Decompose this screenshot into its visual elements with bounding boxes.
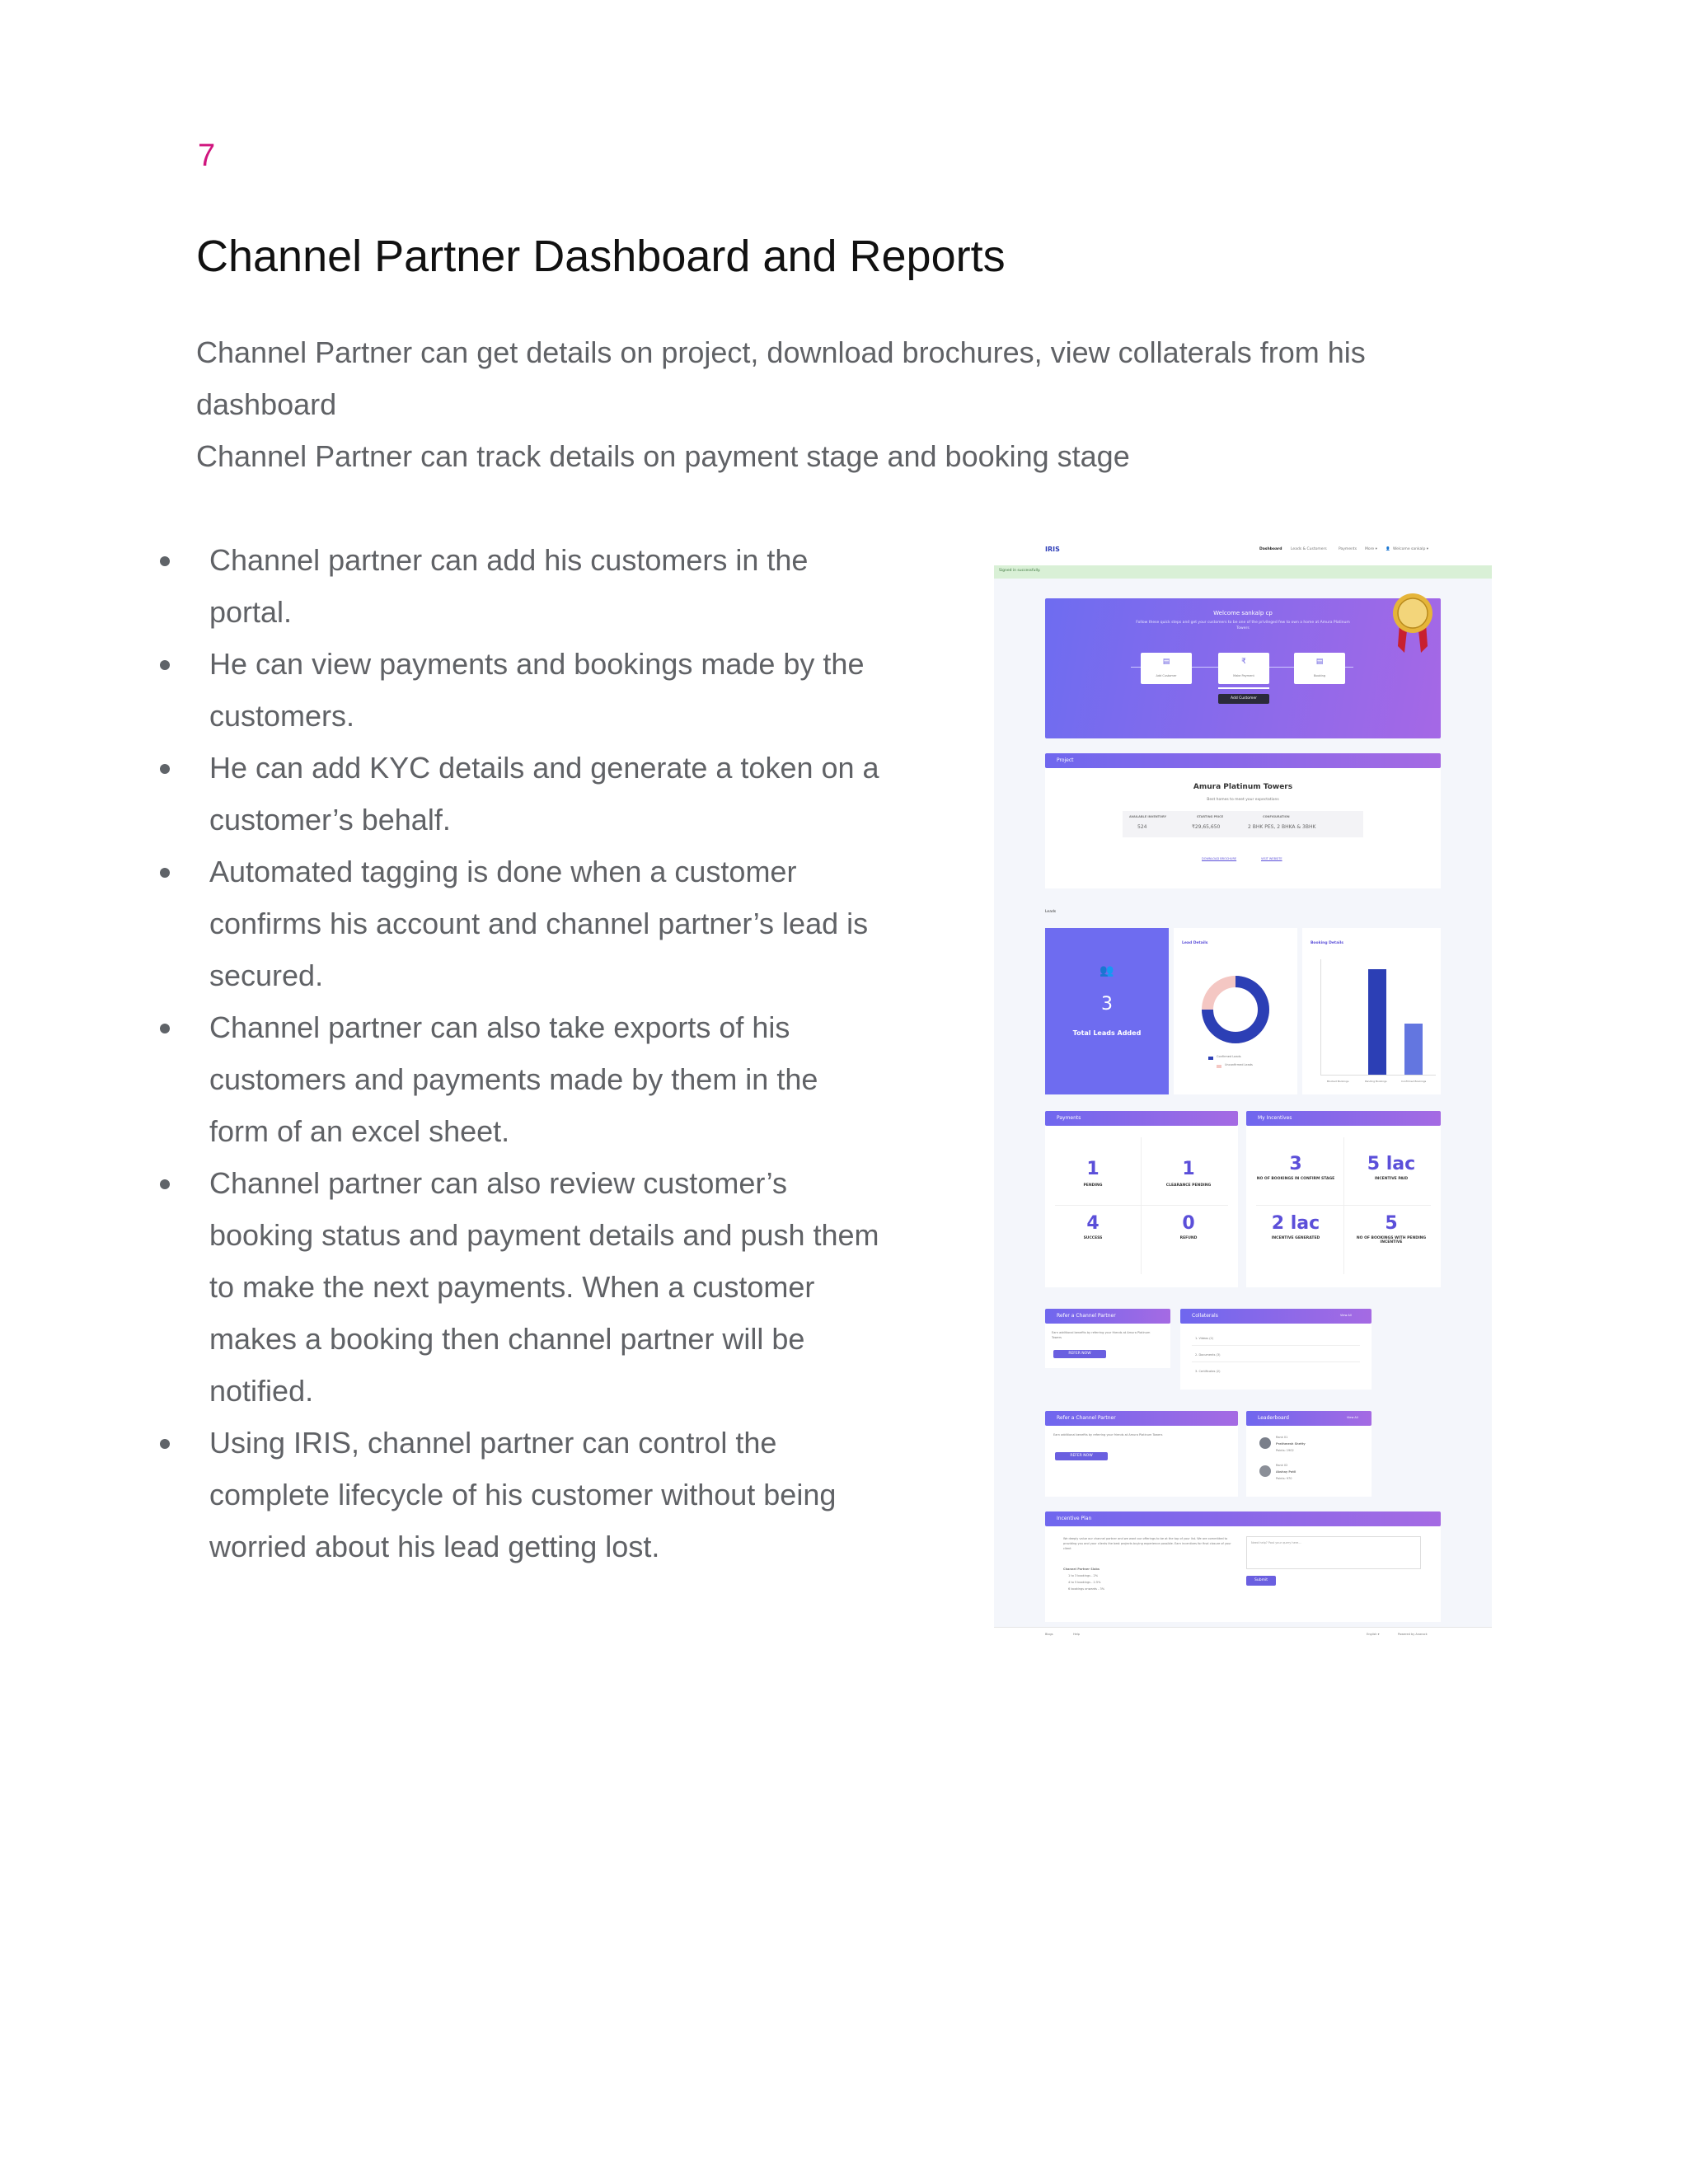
nav-user-menu[interactable]: Welcome sankalp ▾ [1393, 547, 1429, 551]
avatar [1259, 1437, 1271, 1449]
bullet-dot-icon [160, 556, 170, 566]
booking-bar-confirmed [1404, 1024, 1423, 1075]
feature-bullet-list [157, 534, 882, 1572]
payments-success-label: SUCCESS [1083, 1236, 1103, 1240]
success-alert [994, 565, 1492, 579]
rupee-icon: ₹ [1241, 658, 1246, 666]
inventory-label: AVAILABLE INVENTORY [1129, 815, 1167, 818]
legend-swatch [1208, 1057, 1213, 1060]
refer-now-button[interactable]: REFER NOW [1053, 1350, 1106, 1358]
bullet-text: Channel partner can also review customer’s booking status and payment details and push them to make the next payments. When a customer makes a booking then channel partner will be notified. [209, 1166, 879, 1408]
price-value: ₹29,65,650 [1192, 824, 1221, 830]
legend-unconfirmed: Unconfirmed Leads [1225, 1063, 1253, 1066]
refer-header [1045, 1309, 1170, 1324]
bullet-dot-icon [160, 1024, 170, 1033]
footer-help-link[interactable]: Help [1073, 1633, 1080, 1636]
config-value: 2 BHK PES, 2 BHKA & 3BHK [1248, 824, 1316, 830]
incentive-pending-label: NO OF BOOKINGS WITH PENDING INCENTIVE [1356, 1236, 1427, 1244]
bullet-text: Using IRIS, channel partner can control the complete lifecycle of his customer without being worried about his lead getting lost. [209, 1426, 837, 1563]
refer-now-button[interactable]: REFER NOW [1055, 1452, 1108, 1460]
bullet-item [157, 534, 882, 638]
price-label: STARTING PRICE [1197, 815, 1224, 818]
payments-clearance-value: 1 [1182, 1159, 1195, 1179]
step-label: Booking [1313, 674, 1326, 677]
incentive-pending-value: 5 [1385, 1213, 1398, 1234]
bullet-item [157, 742, 882, 846]
success-alert-text: Signed in successfully. [999, 569, 1041, 573]
query-placeholder: Need help? Post your query here... [1251, 1541, 1301, 1544]
incentives-divider [1343, 1137, 1344, 1274]
active-step-indicator [1218, 687, 1269, 689]
leaderboard-card [1246, 1426, 1372, 1497]
avatar [1259, 1465, 1271, 1477]
footer [994, 1627, 1492, 1645]
bullet-text: Automated tagging is done when a customer confirms his account and channel partner’s lead is secured. [209, 855, 869, 992]
download-brochure-link[interactable]: DOWNLOAD BROCHURE [1202, 857, 1237, 860]
payments-divider [1055, 1205, 1228, 1206]
step-label: Add Customer [1156, 674, 1177, 677]
bullet-text: He can view payments and bookings made by the customers. [209, 647, 865, 733]
incentive-generated-value: 2 lac [1271, 1213, 1320, 1234]
payments-card [1045, 1126, 1238, 1287]
submit-button[interactable]: Submit [1246, 1576, 1276, 1586]
refer-text: Earn additional benefits by referring your friends at Amura Platinum Towers [1052, 1331, 1151, 1339]
intro-paragraph-1: Channel Partner can get details on project, download brochures, view collaterals from his dashboard [196, 335, 1366, 421]
config-label: CONFIGURATION [1263, 815, 1290, 818]
refer-header-label: Refer a Channel Partner [1057, 1415, 1116, 1421]
leads-people-icon: 👥 [1100, 964, 1114, 977]
collaterals-card [1180, 1324, 1372, 1390]
bullet-item [157, 638, 882, 742]
intro-paragraph-2: Channel Partner can track details on payment stage and booking stage [196, 439, 1130, 473]
bullet-text: He can add KYC details and generate a token on a customer’s behalf. [209, 751, 879, 837]
leader-points: Points: 970 [1276, 1477, 1292, 1480]
collateral-item[interactable]: 3. Certificates (2) [1195, 1370, 1221, 1373]
legend-confirmed: Confirmed Leads [1217, 1055, 1241, 1058]
collateral-divider [1192, 1361, 1360, 1362]
slab-item: 6 bookings onwards - 3% [1068, 1587, 1105, 1591]
powered-by: Powered by Anarock [1398, 1633, 1428, 1636]
leader-rank: Rank 02 [1276, 1464, 1288, 1467]
page-number: 7 [198, 138, 216, 173]
nav-leads-customers[interactable]: Leads & Customers [1291, 547, 1327, 551]
step-label: Make Payment [1233, 674, 1254, 677]
payments-refund-label: REFUND [1179, 1236, 1198, 1240]
refer-header [1045, 1411, 1238, 1426]
collaterals-header-label: Collaterals [1192, 1313, 1218, 1319]
payments-success-value: 4 [1086, 1213, 1100, 1234]
lead-donut-chart [1198, 972, 1273, 1047]
incentive-paid-label: INCENTIVE PAID [1374, 1177, 1409, 1181]
incentives-header [1246, 1111, 1441, 1126]
lead-details-title: Lead Details [1182, 941, 1208, 945]
collateral-divider [1192, 1345, 1360, 1346]
bullet-dot-icon [160, 868, 170, 878]
project-header-label: Project [1057, 757, 1074, 763]
brand-logo[interactable]: IRIS [1045, 546, 1060, 553]
total-leads-label: Total Leads Added [1072, 1029, 1142, 1037]
incentive-generated-label: INCENTIVE GENERATED [1271, 1236, 1320, 1240]
project-tagline: Best homes to meet your expectations [1207, 798, 1279, 802]
quality-badge-icon [1390, 590, 1436, 654]
leader-rank: Rank 01 [1276, 1436, 1288, 1439]
leader-points: Points: 1902 [1276, 1449, 1294, 1452]
refer-text: Earn additional benefits by referring your friends at Amura Platinum Towers [1053, 1433, 1163, 1436]
project-header [1045, 753, 1441, 768]
leader-name: Prathmesh Shetty [1276, 1442, 1306, 1446]
footer-blogs-link[interactable]: Blogs [1045, 1633, 1053, 1636]
bullet-dot-icon [160, 660, 170, 670]
bullet-dot-icon [160, 1179, 170, 1189]
booking-bar-pending [1368, 969, 1386, 1075]
inventory-value: 524 [1137, 824, 1147, 830]
incentive-bookings-confirm-value: 3 [1289, 1154, 1302, 1174]
bullet-text: Channel partner can also take exports of his customers and payments made by them in the form of an excel sheet. [209, 1010, 818, 1148]
bullet-item [157, 846, 882, 1001]
leaderboard-view-all[interactable]: View All [1347, 1416, 1358, 1419]
bullet-item [157, 1417, 882, 1572]
slabs-title: Channel Partner Slabs [1063, 1568, 1100, 1571]
payments-clearance-label: CLEARANCE PENDING [1165, 1183, 1212, 1188]
legend-swatch [1217, 1065, 1221, 1068]
booking-category: Confirmed Bookings [1401, 1080, 1427, 1083]
collaterals-view-all[interactable]: View All [1340, 1314, 1352, 1317]
total-leads-value: 3 [1101, 994, 1113, 1015]
payments-pending-value: 1 [1086, 1159, 1100, 1179]
bullet-dot-icon [160, 764, 170, 774]
incentive-plan-header-label: Incentive Plan [1057, 1516, 1092, 1521]
bullet-item [157, 1157, 882, 1417]
incentives-header-label: My Incentives [1258, 1115, 1292, 1121]
project-name: Amura Platinum Towers [1193, 783, 1293, 791]
bullet-text: Channel partner can add his customers in the portal. [209, 543, 809, 629]
collateral-item[interactable]: 2. Documents (3) [1195, 1353, 1221, 1357]
welcome-subtitle: Follow these quick steps and get your customers to be one of the privileged few to own a home at Amura Platinum Towers [1136, 621, 1350, 630]
collateral-item[interactable]: 1. Videos (2) [1195, 1337, 1214, 1340]
booking-category: Blocked Bookings [1327, 1080, 1349, 1083]
incentives-divider [1256, 1205, 1431, 1206]
leaderboard-header-label: Leaderboard [1258, 1415, 1289, 1421]
booking-details-title: Booking Details [1311, 941, 1343, 945]
leads-section-title: Leads [1045, 910, 1057, 914]
language-select[interactable]: English ▾ [1367, 1633, 1380, 1636]
document-icon: ▤ [1315, 658, 1324, 666]
user-icon: 👤 [1386, 547, 1390, 551]
incentive-plan-header [1045, 1511, 1441, 1526]
payments-header-label: Payments [1057, 1115, 1081, 1121]
visit-website-link[interactable]: VISIT WEBSITE [1261, 857, 1282, 860]
page-title: Channel Partner Dashboard and Reports [196, 232, 1006, 281]
incentive-paid-value: 5 lac [1367, 1154, 1416, 1174]
dashboard-screenshot [994, 534, 1492, 1645]
slab-item: 4 to 5 bookings - 2.5% [1068, 1581, 1101, 1584]
leader-name: Akshay Patil [1276, 1470, 1296, 1474]
payments-refund-value: 0 [1182, 1213, 1195, 1234]
welcome-title: Welcome sankalp cp [1213, 610, 1273, 616]
incentive-bookings-confirm-label: NO OF BOOKINGS IN CONFIRM STAGE [1256, 1177, 1335, 1181]
bullet-dot-icon [160, 1439, 170, 1449]
nav-more[interactable]: More ▾ [1365, 547, 1377, 551]
refer-header-label: Refer a Channel Partner [1057, 1313, 1116, 1319]
document-icon: ▤ [1162, 658, 1170, 666]
bar-chart-baseline [1320, 1075, 1436, 1076]
bullet-item [157, 1001, 882, 1157]
payments-divider [1141, 1137, 1142, 1274]
payments-header [1045, 1111, 1238, 1126]
incentive-plan-text: We deeply value our channel partner and we want our offerings to be at the top of your list. We are committed to providing you and your clients the best projects buying experience possible. Earn incentives for final closure of your client [1063, 1537, 1231, 1550]
booking-category: Pending Bookings [1365, 1080, 1387, 1083]
bar-chart-axis [1320, 959, 1321, 1075]
add-customer-button[interactable]: Add Customer [1218, 694, 1269, 704]
payments-pending-label: PENDING [1083, 1183, 1103, 1188]
nav-payments[interactable]: Payments [1339, 547, 1357, 551]
nav-dashboard[interactable]: Dashboard [1259, 547, 1282, 551]
slab-item: 1 to 3 bookings - 2% [1068, 1574, 1099, 1577]
